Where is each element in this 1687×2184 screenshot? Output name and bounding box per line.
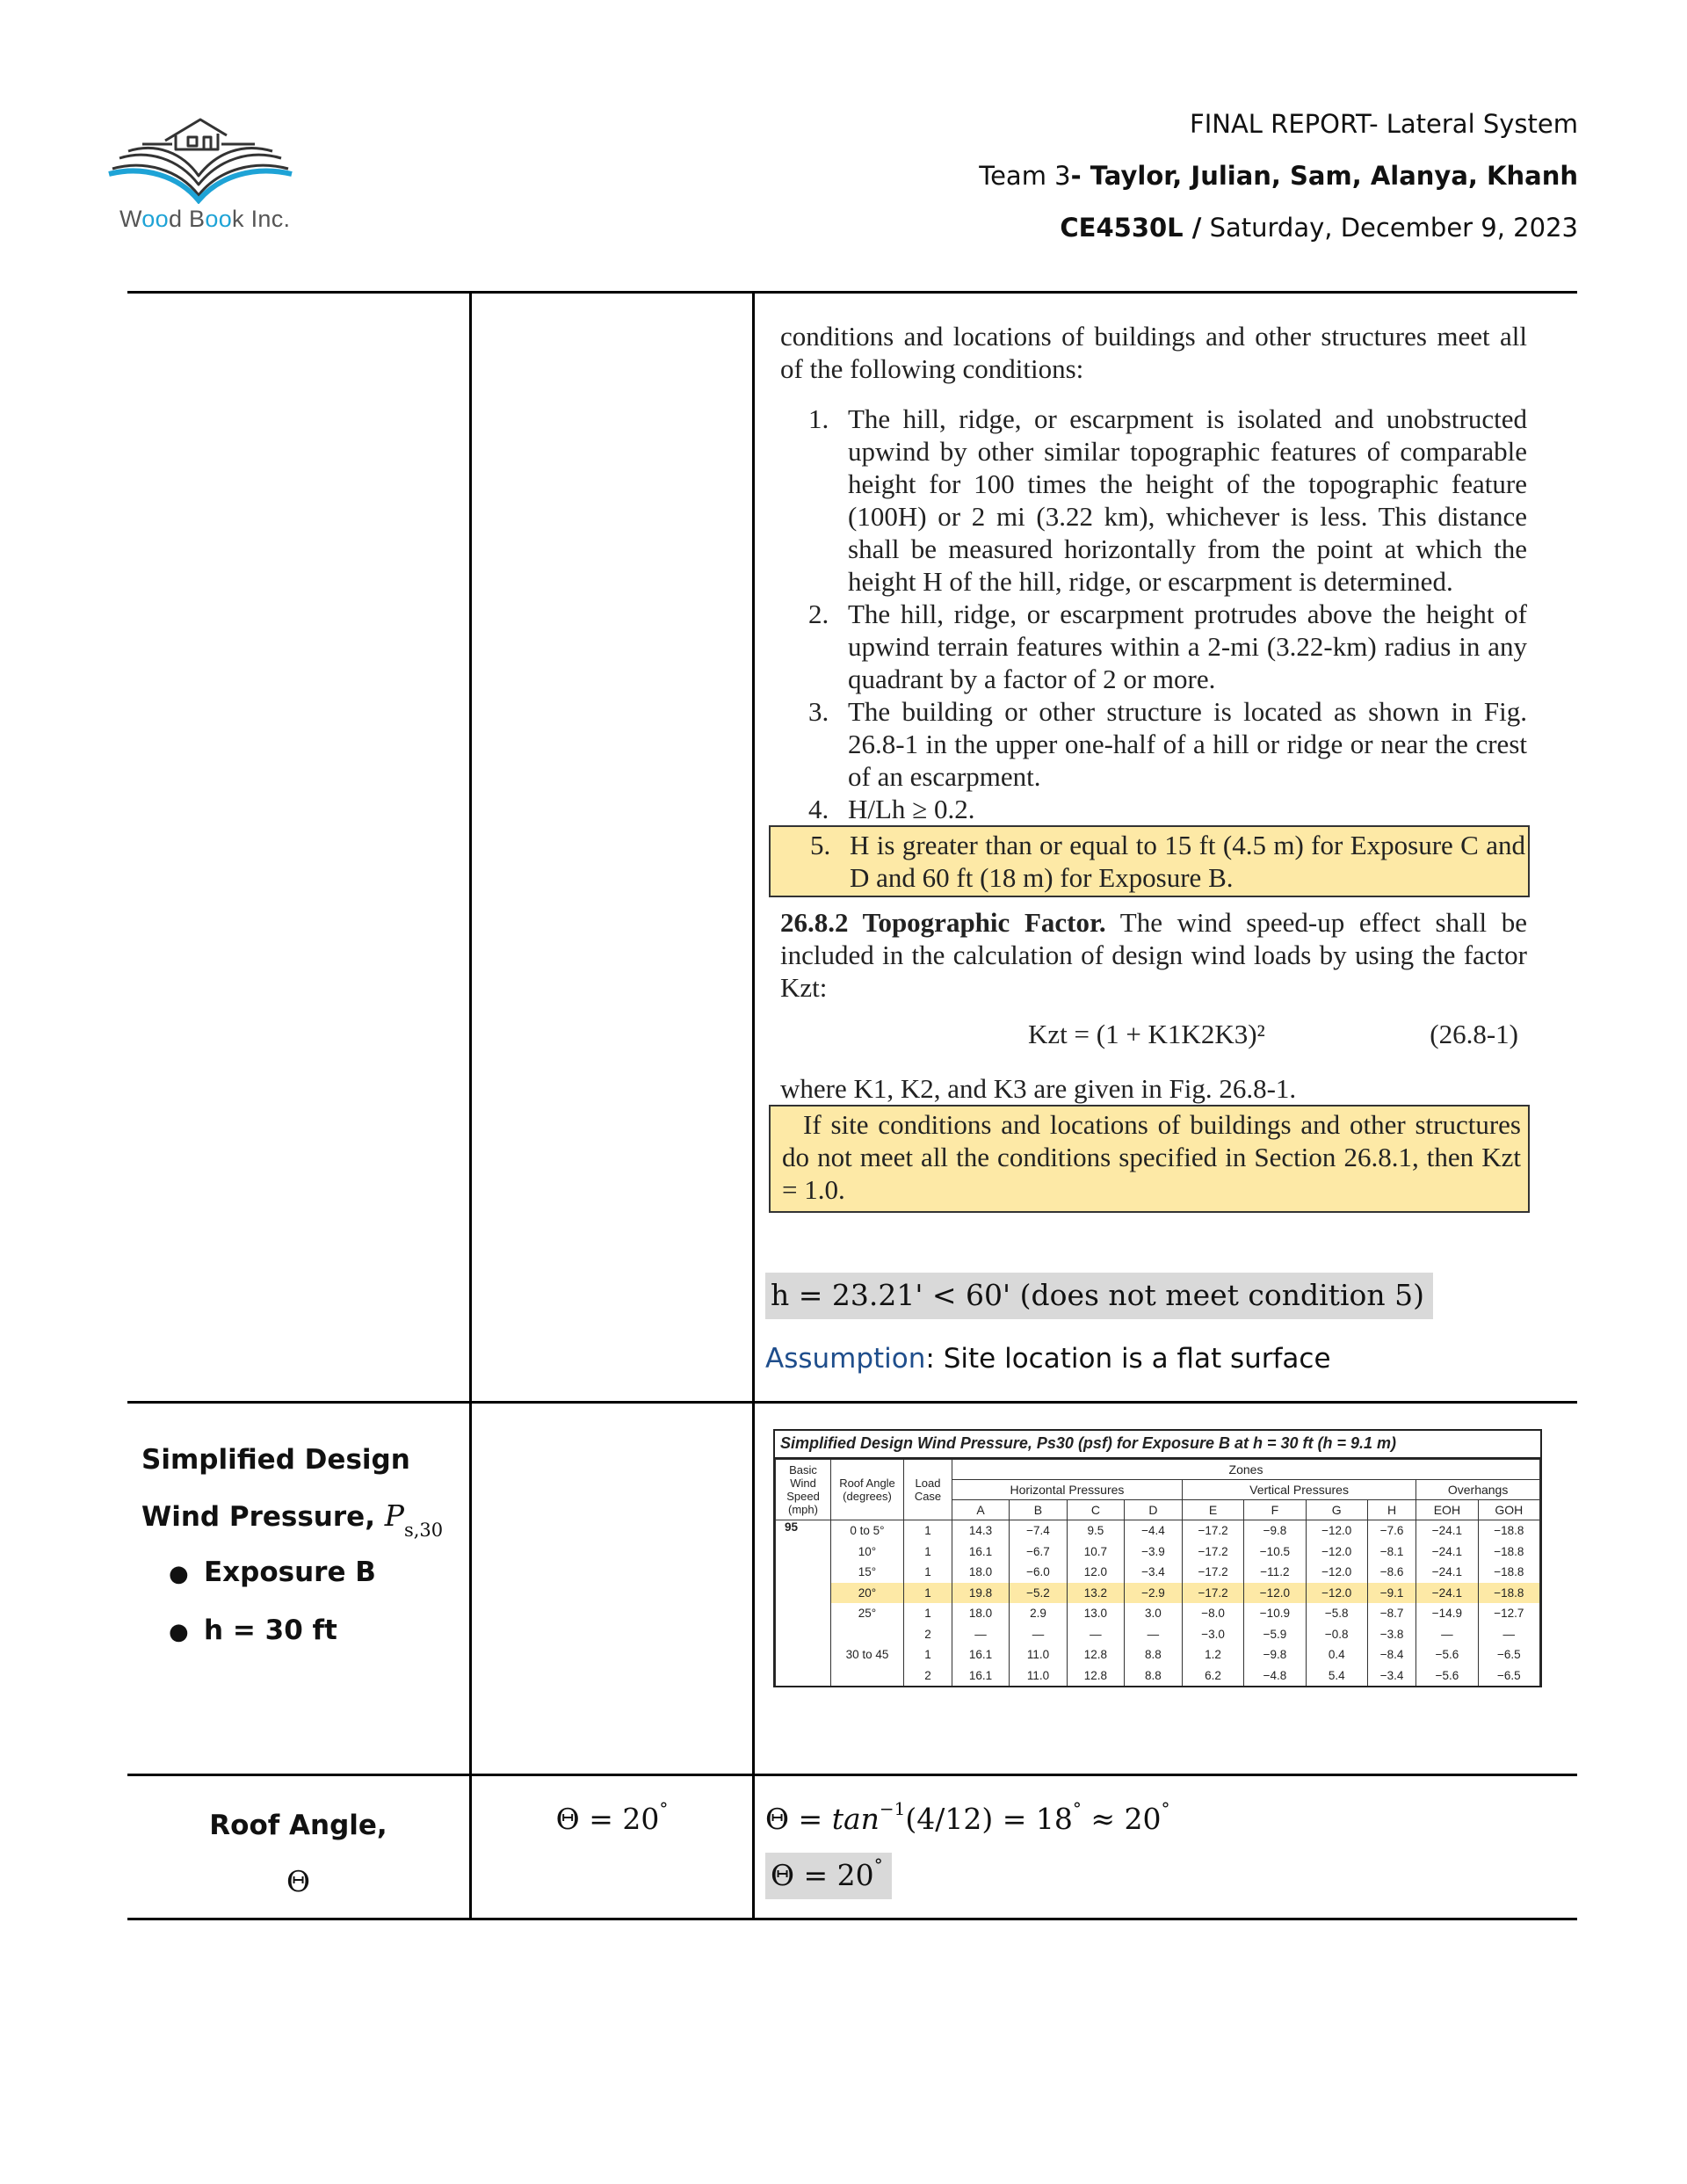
header-roof-angle: Roof Angle (degrees) (831, 1460, 904, 1520)
cell-pressure: −6.0 (1010, 1562, 1068, 1583)
zone-d: D (1124, 1500, 1182, 1520)
cell-pressure: −8.4 (1367, 1644, 1415, 1665)
cell-pressure: 2.9 (1010, 1603, 1068, 1624)
column-divider-1 (469, 291, 472, 1920)
cell-pressure: −6.5 (1478, 1665, 1539, 1687)
kzt-equation: Kzt = (1 + K1K2K3)² (26.8-1) (1028, 1019, 1518, 1049)
condition-1: 1. The hill, ridge, or escarpment is isolated and unobstructed upwind by other similar topographic features of comparable height for 100 times the height of the topographic feature (100H) or 2 mi (3.22 km), whichever is less. This distance shall be measured horizontally from the point at which the height H of the hill, ridge, or escarpment is determined. (808, 403, 1527, 597)
cell-roof-angle: 10° (831, 1542, 904, 1563)
cell-pressure: −10.5 (1244, 1542, 1306, 1563)
cell-pressure: −5.2 (1010, 1583, 1068, 1604)
cell-pressure: −6.7 (1010, 1542, 1068, 1563)
cell-pressure: — (952, 1624, 1010, 1645)
cell-pressure: 11.0 (1010, 1665, 1068, 1687)
cell-pressure: 9.5 (1067, 1520, 1124, 1542)
cell-load-case: 2 (904, 1624, 952, 1645)
roof-angle-calc: $\Theta = \tan^{-1}(4/12) = 18^\circ \approx 20^\circ$ (765, 1798, 1170, 1836)
row-divider-1 (127, 1401, 1577, 1404)
cell-pressure: −14.9 (1416, 1603, 1478, 1624)
header-vertical: Vertical Pressures (1182, 1480, 1415, 1500)
cell-pressure: −24.1 (1416, 1562, 1478, 1583)
cell-pressure: 13.2 (1067, 1583, 1124, 1604)
cell-roof-angle: 0 to 5° (831, 1520, 904, 1542)
table-row (776, 1542, 1540, 1563)
zone-goh: GOH (1478, 1500, 1539, 1520)
table-row (776, 1562, 1540, 1583)
cell-load-case: 2 (904, 1665, 952, 1687)
cell-pressure: 3.0 (1124, 1603, 1182, 1624)
cell-pressure: — (1067, 1624, 1124, 1645)
header-load-case: Load Case (904, 1460, 952, 1520)
bullet-height: ● h = 30 ft (169, 1614, 337, 1646)
cell-pressure: 12.8 (1067, 1665, 1124, 1687)
table-row (776, 1644, 1540, 1665)
cell-pressure: −24.1 (1416, 1583, 1478, 1604)
zone-e: E (1182, 1500, 1243, 1520)
table-row (776, 1603, 1540, 1624)
cell-pressure: 19.8 (952, 1583, 1010, 1604)
cell-pressure: −6.5 (1478, 1644, 1539, 1665)
condition-2: 2. The hill, ridge, or escarpment protrudes above the height of upwind terrain features within a 2-mi (3.22-km) radius in any quadrant by a factor of 2 or more. (808, 599, 1527, 694)
cell-pressure: −12.0 (1306, 1542, 1367, 1563)
zone-f: F (1244, 1500, 1306, 1520)
cell-roof-angle: 30 to 45 (831, 1644, 904, 1665)
cell-roof-angle: 25° (831, 1603, 904, 1624)
cell-pressure: −5.6 (1416, 1665, 1478, 1687)
cell-pressure: — (1124, 1624, 1182, 1645)
cell-pressure: — (1416, 1624, 1478, 1645)
cell-pressure: −18.8 (1478, 1520, 1539, 1542)
cell-pressure: −8.1 (1367, 1542, 1415, 1563)
cell-pressure: −24.1 (1416, 1520, 1478, 1542)
column-divider-2 (752, 291, 755, 1920)
team-line: Team 3- Taylor, Julian, Sam, Alanya, Khanh (979, 161, 1578, 191)
report-title: FINAL REPORT- Lateral System (1190, 109, 1578, 139)
cell-pressure: 16.1 (952, 1665, 1010, 1687)
cell-load-case: 1 (904, 1644, 952, 1665)
cell-pressure: −3.4 (1367, 1665, 1415, 1687)
cell-load-case: 1 (904, 1542, 952, 1563)
cell-pressure: 10.7 (1067, 1542, 1124, 1563)
bullet-exposure: ● Exposure B (169, 1556, 376, 1588)
cell-pressure: −12.7 (1478, 1603, 1539, 1624)
cell-pressure: −9.1 (1367, 1583, 1415, 1604)
row-divider-2 (127, 1774, 1577, 1776)
roof-angle-value: Θ = 20° (555, 1798, 669, 1836)
asce-code-excerpt (780, 320, 1527, 1213)
cell-pressure: −3.4 (1124, 1562, 1182, 1583)
cell-pressure: −12.0 (1244, 1583, 1306, 1604)
cell-pressure: 18.0 (952, 1562, 1010, 1583)
cell-pressure: −5.8 (1306, 1603, 1367, 1624)
condition-3: 3. The building or other structure is located as shown in Fig. 26.8-1 in the upper one-half of a hill or ridge or near the crest of an escarpment. (808, 696, 1527, 792)
cell-pressure: 1.2 (1182, 1644, 1243, 1665)
cell-pressure: −4.8 (1244, 1665, 1306, 1687)
cell-pressure: −4.4 (1124, 1520, 1182, 1542)
cell-pressure: 11.0 (1010, 1644, 1068, 1665)
cell-pressure: −12.0 (1306, 1520, 1367, 1542)
assumption-line: Assumption: Site location is a flat surface (765, 1343, 1331, 1375)
cell-pressure: −5.9 (1244, 1624, 1306, 1645)
condition-4: 4. H/Lh ≥ 0.2. (808, 794, 975, 824)
cell-load-case: 1 (904, 1583, 952, 1604)
cell-pressure: −17.2 (1182, 1562, 1243, 1583)
where-text: where K1, K2, and K3 are given in Fig. 26.8-1. (780, 1073, 1297, 1104)
cell-pressure: −7.6 (1367, 1520, 1415, 1542)
cell-pressure: 14.3 (952, 1520, 1010, 1542)
company-logo (104, 107, 297, 239)
cell-pressure: — (1010, 1624, 1068, 1645)
cell-pressure: −12.0 (1306, 1562, 1367, 1583)
cell-pressure: −3.0 (1182, 1624, 1243, 1645)
zone-eoh: EOH (1416, 1500, 1478, 1520)
cell-pressure: 12.8 (1067, 1644, 1124, 1665)
header-horizontal: Horizontal Pressures (952, 1480, 1183, 1500)
cell-pressure: 0.4 (1306, 1644, 1367, 1665)
kzt-note-highlighted: If site conditions and locations of buildings and other structures do not meet all the conditions specified in Section 26.8.1, then Kzt = 1.0. (769, 1105, 1530, 1213)
cell-roof-angle (831, 1624, 904, 1645)
table-title: Simplified Design Wind Pressure, Ps30 (psf) for Exposure B at h = 30 ft (h = 9.1 m) (775, 1431, 1540, 1459)
cell-roof-angle: 20° (831, 1583, 904, 1604)
cell-pressure: −11.2 (1244, 1562, 1306, 1583)
wind-pressure-bullets (169, 1544, 376, 1660)
zone-g: G (1306, 1500, 1367, 1520)
cell-pressure: −7.4 (1010, 1520, 1068, 1542)
cell-pressure: −3.9 (1124, 1542, 1182, 1563)
cell-pressure: −17.2 (1182, 1542, 1243, 1563)
cell-pressure: −10.9 (1244, 1603, 1306, 1624)
zone-c: C (1067, 1500, 1124, 1520)
cell-pressure: −8.6 (1367, 1562, 1415, 1583)
table-row (776, 1624, 1540, 1645)
cell-pressure: 6.2 (1182, 1665, 1243, 1687)
cell-pressure: −8.0 (1182, 1603, 1243, 1624)
zone-a: A (952, 1500, 1010, 1520)
cell-pressure: 12.0 (1067, 1562, 1124, 1583)
zone-h: H (1367, 1500, 1415, 1520)
table-row (776, 1665, 1540, 1687)
topographic-factor-paragraph: 26.8.2 Topographic Factor. The wind speed-up effect shall be included in the calculation of design wind loads by using the factor Kzt: (780, 907, 1527, 1003)
cell-pressure: −17.2 (1182, 1520, 1243, 1542)
cell-load-case: 1 (904, 1603, 952, 1624)
cell-pressure: −18.8 (1478, 1542, 1539, 1563)
cell-pressure: 8.8 (1124, 1644, 1182, 1665)
open-book-house-icon (104, 107, 297, 204)
zone-b: B (1010, 1500, 1068, 1520)
roof-angle-result: Θ = 20° (765, 1858, 892, 1892)
cell-pressure: −5.6 (1416, 1644, 1478, 1665)
cell-pressure: 13.0 (1067, 1603, 1124, 1624)
header-basic-wind-speed: Basic Wind Speed (mph) (776, 1460, 831, 1520)
cell-pressure: −18.8 (1478, 1562, 1539, 1583)
cell-pressure: −9.8 (1244, 1520, 1306, 1542)
roof-angle-label: Roof Angle, Θ (209, 1810, 387, 1898)
cell-pressure: 5.4 (1306, 1665, 1367, 1687)
cell-pressure: −0.8 (1306, 1624, 1367, 1645)
cell-pressure: −24.1 (1416, 1542, 1478, 1563)
cell-pressure: −9.8 (1244, 1644, 1306, 1665)
cell-pressure: −8.7 (1367, 1603, 1415, 1624)
cell-roof-angle: 15° (831, 1562, 904, 1583)
wind-pressure-label: Simplified Design Wind Pressure, $P_{s,30}$ (141, 1444, 444, 1541)
cell-pressure: −12.0 (1306, 1583, 1367, 1604)
cell-load-case: 1 (904, 1562, 952, 1583)
cell-load-case: 1 (904, 1520, 952, 1542)
course-date-line: CE4530L / Saturday, December 9, 2023 (1060, 213, 1578, 243)
cell-pressure: −18.8 (1478, 1583, 1539, 1604)
header-zones: Zones (952, 1460, 1540, 1480)
excerpt-intro: conditions and locations of buildings and other structures meet all of the following conditions: (780, 321, 1527, 384)
header-overhangs: Overhangs (1416, 1480, 1540, 1500)
cell-pressure: −17.2 (1182, 1583, 1243, 1604)
height-check: h = 23.21' < 60' (does not meet condition 5) (765, 1278, 1433, 1312)
table-top-border (127, 291, 1577, 294)
table-row (776, 1583, 1540, 1604)
table-row (776, 1520, 1540, 1542)
cell-pressure: 16.1 (952, 1644, 1010, 1665)
cell-pressure: −2.9 (1124, 1583, 1182, 1604)
simplified-pressure-table (773, 1429, 1542, 1687)
cell-pressure: −3.8 (1367, 1624, 1415, 1645)
cell-pressure: — (1478, 1624, 1539, 1645)
condition-5-highlighted: 5. H is greater than or equal to 15 ft (4.5 m) for Exposure C and D and 60 ft (18 m) for Exposure B. (769, 825, 1530, 897)
table-bottom-border (127, 1918, 1577, 1920)
cell-roof-angle (831, 1665, 904, 1687)
cell-pressure: 18.0 (952, 1603, 1010, 1624)
logo-text: Wood Book Inc. (119, 206, 291, 232)
cell-pressure: 16.1 (952, 1542, 1010, 1563)
cell-wind-speed: 95 (776, 1520, 831, 1687)
cell-pressure: 8.8 (1124, 1665, 1182, 1687)
